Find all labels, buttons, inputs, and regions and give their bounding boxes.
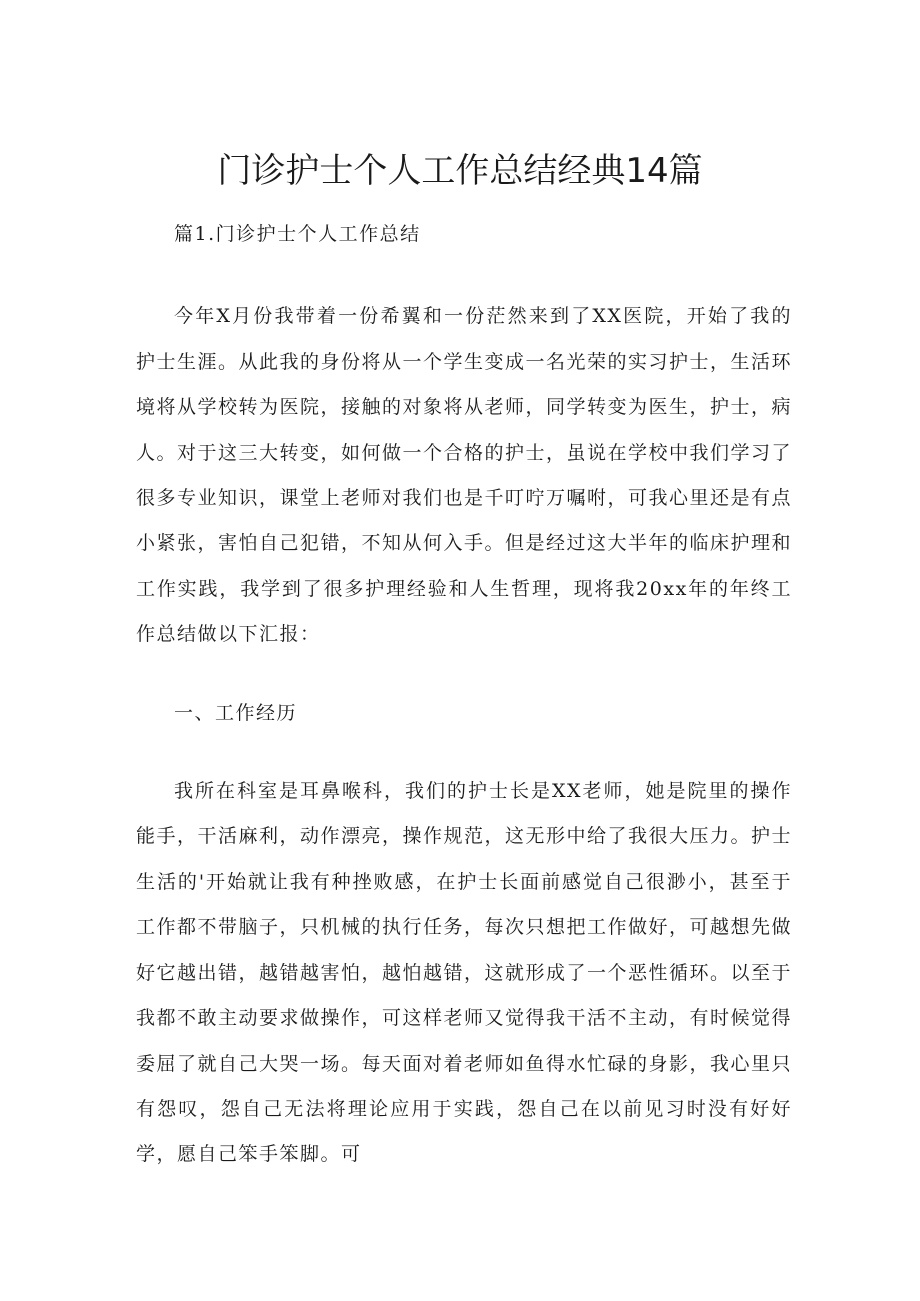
subheading-work-experience: 一、工作经历 — [174, 701, 298, 724]
document-body — [136, 212, 792, 1178]
document-title: 门诊护士个人工作总结经典14篇 — [217, 151, 703, 191]
section-heading: 篇1.门诊护士个人工作总结 — [174, 223, 421, 245]
paragraph-work-experience: 我所在科室是耳鼻喉科，我们的护士长是XX老师，她是院里的操作能手，干活麻利，动作漂亮，操作规范，这无形中给了我很大压力。护士生活的'开始就让我有种挫败感，在护士长面前感觉自己很渺小，甚至于工作都不带脑子，只机械的执行任务，每次只想把工作做好，可越想先做好它越出错，越错越害怕，越怕越错，这就形成了一个恶性循环。以至于我都不敢主动要求做操作，可这样老师又觉得我干活不主动，有时候觉得委屈了就自己大哭一场。每天面对着老师如鱼得水忙碌的身影，我心里只有怨叹，怨自己无法将理论应用于实践，怨自己在以前见习时没有好好学，愿自己笨手笨脚。可 — [136, 780, 793, 1166]
spacer — [136, 736, 792, 769]
spacer — [136, 658, 792, 691]
spacer — [136, 257, 792, 294]
paragraph-intro: 今年X月份我带着一份希翼和一份茫然来到了XX医院，开始了我的护士生涯。从此我的身份将从一个学生变成一名光荣的实习护士，生活环境将从学校转为医院，接触的对象将从老师，同学转变为医生，护士，病人。对于这三大转变，如何做一个合格的护士，虽说在学校中我们学习了很多专业知识，课堂上老师对我们也是千叮咛万嘱咐，可我心里还是有点小紧张，害怕自己犯错，不知从何入手。但是经过这大半年的临床护理和工作实践，我学到了很多护理经验和人生哲理，现将我20xx年的年终工作总结做以下汇报： — [136, 305, 793, 646]
